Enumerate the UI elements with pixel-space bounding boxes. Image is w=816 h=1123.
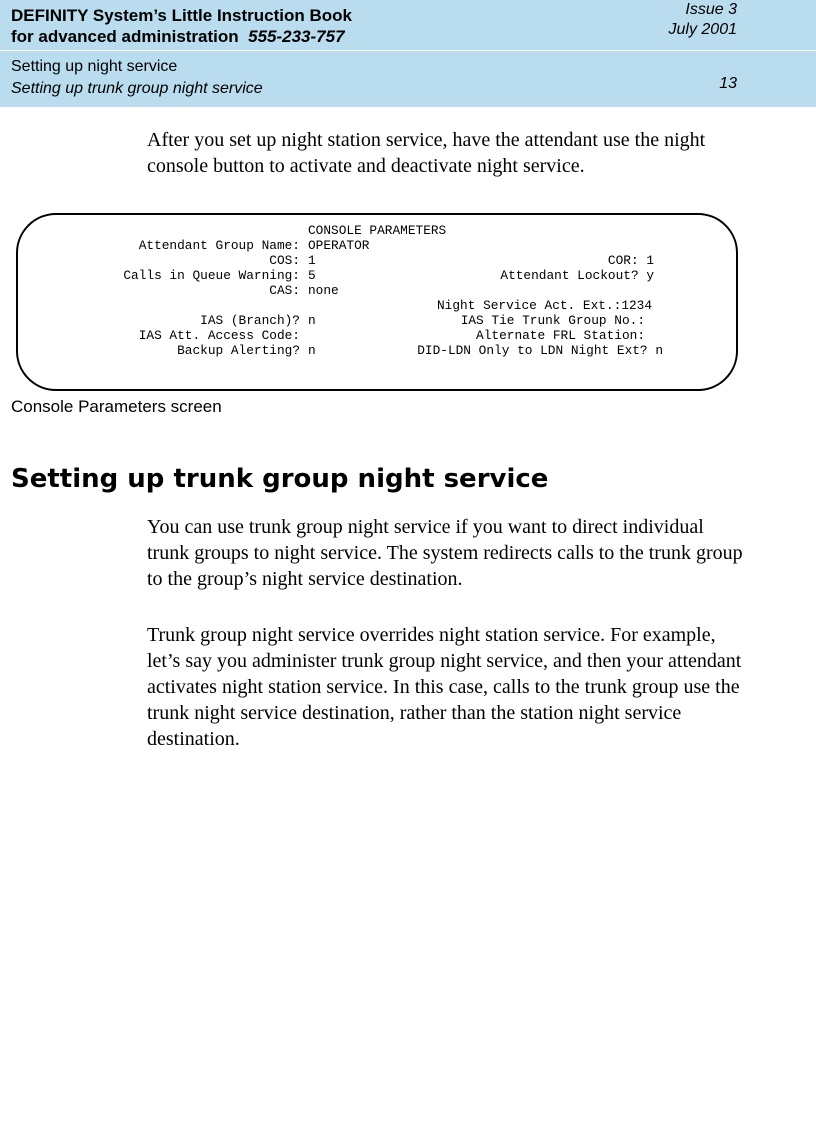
cos-label: COS: [269,253,300,268]
screen-title: CONSOLE PARAMETERS [308,223,447,238]
section-heading: Setting up trunk group night service [11,464,549,494]
backup-alerting-value: n [308,343,316,358]
night-service-label: Night Service Act. Ext.: [437,298,622,313]
night-service-value: 1234 [621,298,653,313]
cas-value: none [308,283,339,298]
issue-label: Issue 3 [685,1,737,18]
cor-value: 1 [646,253,654,268]
did-ldn-value: n [655,343,663,358]
attendant-lockout-value: y [646,268,654,283]
backup-alerting-label: Backup Alerting? [177,343,300,358]
paragraph-2: Trunk group night service overrides night station service. For example, let’s say you administer trunk group night service, and then your attendant activates night station service. In this case, calls to the trunk group use the trunk night service destination, rather than the station night service destination. [147,624,742,750]
intro-paragraph: After you set up night station service, have the attendant use the night console button to activate and deactivate night service. [147,129,706,177]
cor-label: COR: [607,253,639,268]
header-divider [0,50,816,51]
screen-caption: Console Parameters screen [11,397,222,416]
subsection-title: Setting up trunk group night service [11,80,263,97]
book-title-block [11,5,352,47]
did-ldn-label: DID-LDN Only to LDN Night Ext? [417,343,648,358]
section-block [11,56,263,100]
did-ldn-field [417,344,663,359]
attendant-lockout-field [500,269,654,284]
cas-label: CAS: [269,283,300,298]
ias-branch-value: n [308,313,316,328]
issue-block [669,0,738,40]
cos-value: 1 [308,253,316,268]
attendant-group-name-label: Attendant Group Name: [138,238,300,253]
ias-branch-label: IAS (Branch)? [200,313,300,328]
page-number: 13 [719,75,737,92]
book-subtitle-line [11,26,352,47]
section-title: Setting up night service [11,58,178,75]
console-parameters-screen [16,213,738,391]
calls-in-queue-label: Calls in Queue Warning: [123,268,300,283]
issue-date: July 2001 [668,21,737,38]
alternate-frl-label: Alternate FRL Station: [476,328,645,343]
attendant-lockout-label: Attendant Lockout? [500,268,639,283]
ias-access-code-label: IAS Att. Access Code: [138,328,300,343]
book-title: DEFINITY System’s Little Instruction Book [11,6,352,25]
night-service-field [437,299,652,314]
ias-tie-label: IAS Tie Trunk Group No.: [460,313,645,328]
attendant-group-name-value: OPERATOR [308,238,370,253]
calls-in-queue-value: 5 [308,268,316,283]
paragraph-1: You can use trunk group night service if you want to direct individual trunk groups to night service. The system redirects calls to the trunk group to the group’s night service destination. [147,516,743,590]
book-subtitle: for advanced administration [11,27,239,46]
doc-number: 555-233-757 [248,27,345,46]
cor-field [608,254,654,269]
page-header [0,0,816,107]
